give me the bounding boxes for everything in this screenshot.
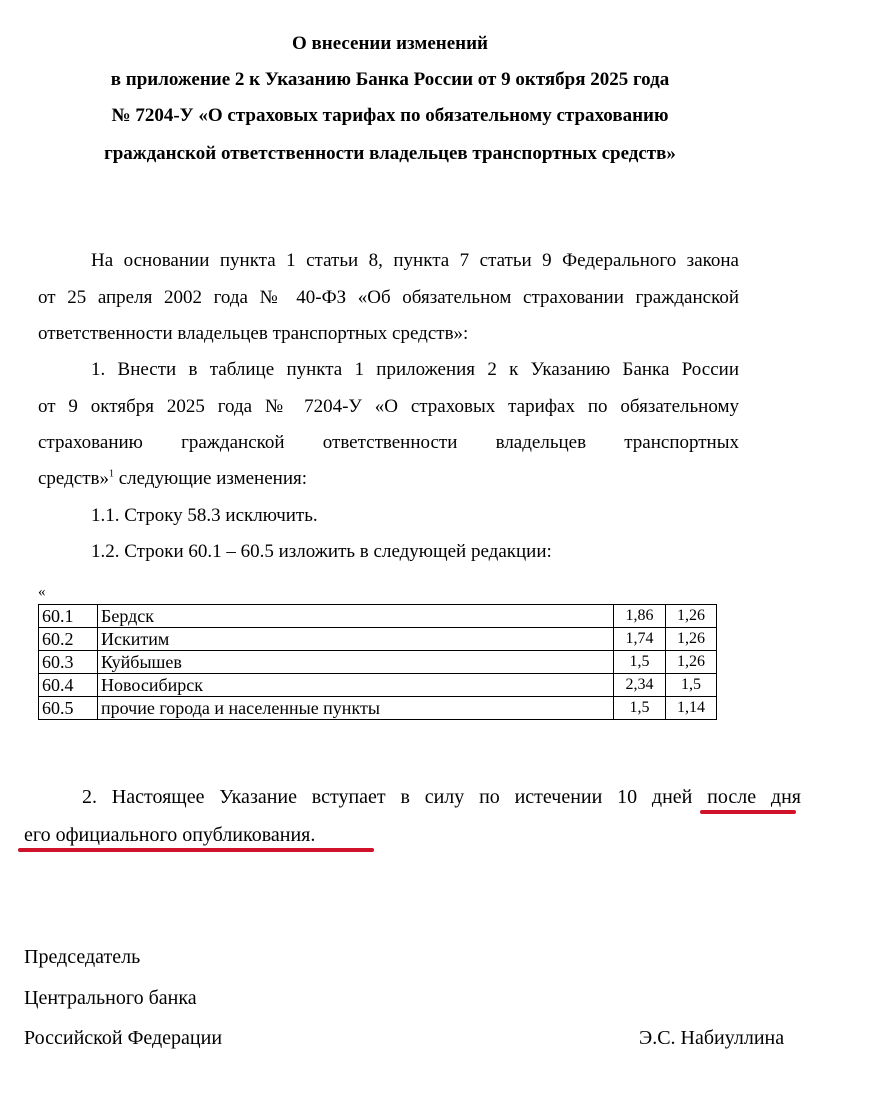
document-title-line-3: № 7204-У «О страховых тарифах по обязательному страхованию: [111, 105, 669, 126]
item2-line-1: 2. Настоящее Указание вступает в силу по истечении 10 дней после дня: [82, 786, 801, 808]
item1-sub-2: 1.2. Строки 60.1 – 60.5 изложить в следующей редакции:: [91, 541, 552, 562]
table-row: [39, 651, 717, 674]
highlight-underline-1: [700, 810, 796, 814]
item2-line-2: его официального опубликования.: [24, 824, 316, 846]
document-title-line-2: в приложение 2 к Указанию Банка России от 9 октября 2025 года: [110, 69, 670, 90]
item1-line-1: 1. Внести в таблице пункта 1 приложения 2 к Указанию Банка России: [91, 359, 739, 380]
table-cell-k1: 1,86: [614, 605, 666, 628]
item1-line-4-rest: следующие изменения:: [114, 468, 308, 489]
document-title-line-4: гражданской ответственности владельцев транспортных средств»: [104, 143, 676, 164]
item1-line-4: [38, 468, 307, 490]
table-cell-k1: 2,34: [614, 674, 666, 697]
preamble-line-2: от 25 апреля 2002 года № 40-ФЗ «Об обязательном страховании гражданской: [38, 287, 739, 308]
item1-line-3: страхованию гражданской ответственности владельцев транспортных: [38, 432, 739, 453]
table-cell-code: 60.2: [39, 628, 98, 651]
table-cell-name: Новосибирск: [98, 674, 614, 697]
table-cell-k2: 1,14: [666, 697, 717, 720]
table-cell-k2: 1,26: [666, 651, 717, 674]
rates-table: [38, 604, 717, 720]
highlight-underline-2: [18, 848, 374, 852]
item1-line-2: от 9 октября 2025 года № 7204-У «О страховых тарифах по обязательному: [38, 396, 739, 417]
table-cell-name: Куйбышев: [98, 651, 614, 674]
preamble-line-1: На основании пункта 1 статьи 8, пункта 7 статьи 9 Федерального закона: [91, 250, 739, 271]
signature-position-line-2: Центрального банка: [24, 987, 197, 1009]
table-cell-name: Бердск: [98, 605, 614, 628]
document-title-line-1: О внесении изменений: [291, 33, 488, 54]
table-cell-name: Искитим: [98, 628, 614, 651]
table-row: [39, 605, 717, 628]
table-cell-code: 60.5: [39, 697, 98, 720]
table-row: [39, 628, 717, 651]
table-cell-k1: 1,74: [614, 628, 666, 651]
item1-sub-1: 1.1. Строку 58.3 исключить.: [91, 505, 318, 526]
table-row: [39, 674, 717, 697]
table-row: [39, 697, 717, 720]
preamble-line-3: ответственности владельцев транспортных средств»:: [38, 323, 469, 344]
table-cell-code: 60.3: [39, 651, 98, 674]
signatory-name: Э.С. Набиуллина: [639, 1027, 785, 1049]
table-cell-k2: 1,26: [666, 628, 717, 651]
item1-line-4-start: средств»: [38, 468, 109, 489]
table-cell-code: 60.4: [39, 674, 98, 697]
table-cell-k1: 1,5: [614, 651, 666, 674]
signature-position-line-3: Российской Федерации: [24, 1027, 223, 1049]
table-cell-k2: 1,26: [666, 605, 717, 628]
rates-table-body: [39, 605, 717, 720]
table-cell-k1: 1,5: [614, 697, 666, 720]
signature-position-line-1: Председатель: [24, 946, 141, 968]
footnote-ref[interactable]: 1: [109, 468, 114, 480]
table-cell-name: прочие города и населенные пункты: [98, 697, 614, 720]
table-cell-k2: 1,5: [666, 674, 717, 697]
open-quote: «: [38, 584, 46, 600]
table-cell-code: 60.1: [39, 605, 98, 628]
